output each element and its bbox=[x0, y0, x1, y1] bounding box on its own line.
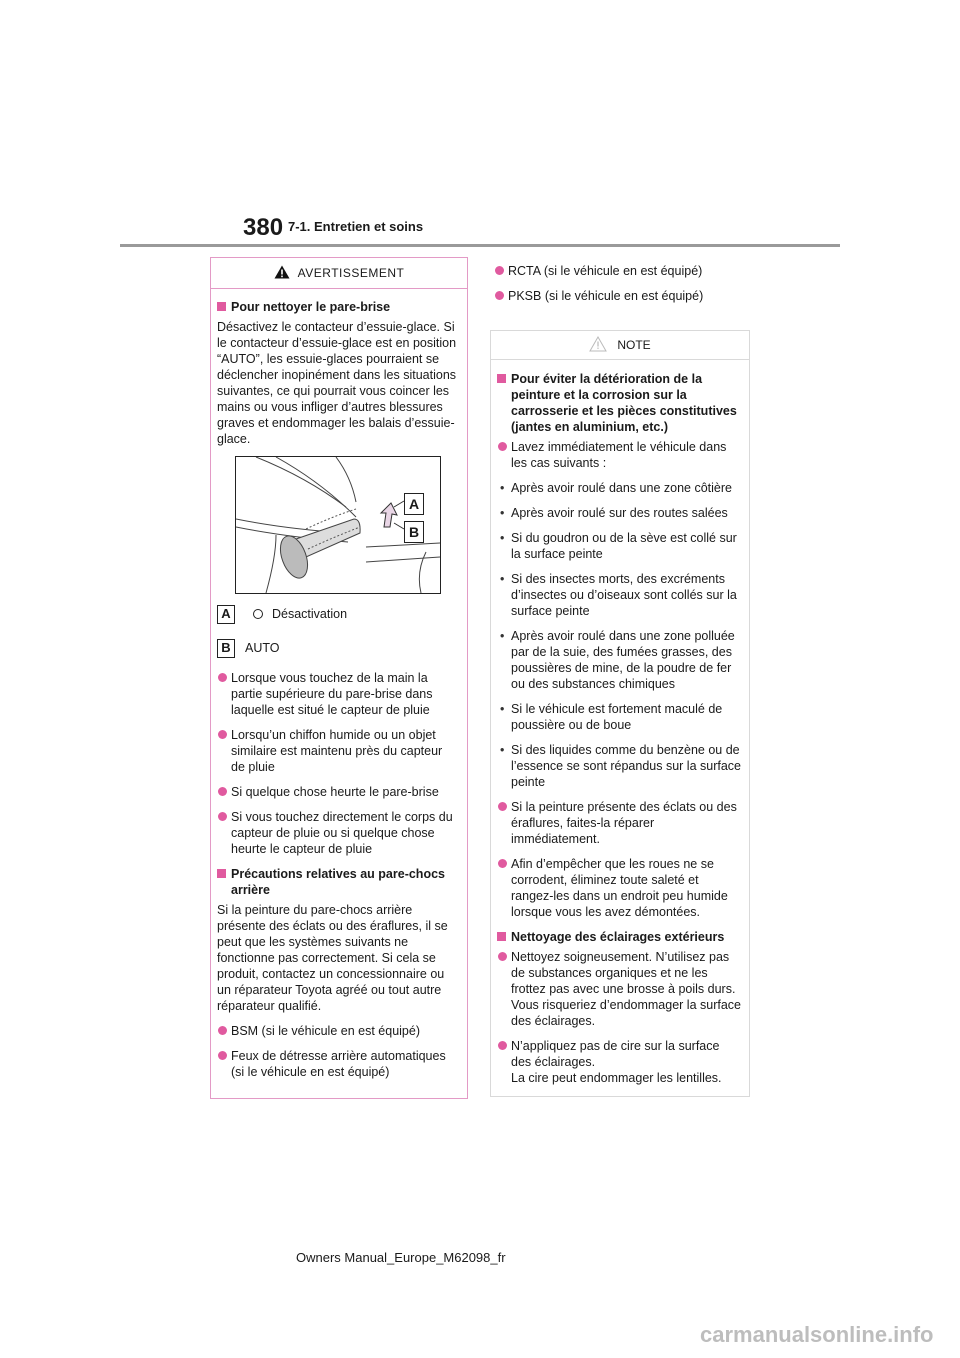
header-divider bbox=[120, 244, 840, 247]
page-number: 380 bbox=[243, 214, 284, 241]
square-bullet-icon bbox=[497, 374, 506, 383]
note-box bbox=[490, 330, 750, 1097]
warning-paragraph-wiper: Désactivez le contacteur d’essuie-glace. Si le contacteur d’essuie-glace est en position “AUTO”, les essuie-glaces pourraient se déclencher inopinément dans les situations suivantes, ce qui pourrait vous coincer les mains ou vous infliger d’autres blessures graves et endommager les balais d’essuie-glace. bbox=[217, 320, 457, 446]
list-item: Afin d’empêcher que les roues ne se corrodent, éliminez toute saleté et rangez-les dans un endroit peu humide lorsque vous les avez démontées. bbox=[497, 856, 741, 920]
sub-list-item: • Après avoir roulé sur des routes salées bbox=[497, 505, 741, 521]
list-item: PKSB (si le véhicule en est équipé) bbox=[494, 288, 750, 304]
legend-text-b: AUTO bbox=[245, 641, 280, 655]
square-bullet-icon bbox=[217, 302, 226, 311]
warning-title: AVERTISSEMENT bbox=[297, 266, 405, 280]
list-item: RCTA (si le véhicule en est équipé) bbox=[494, 263, 750, 279]
legend-row-b bbox=[217, 638, 459, 658]
note-header bbox=[491, 331, 749, 360]
warning-paragraph-bumper: Si la peinture du pare-chocs arrière présente des éclats ou des éraflures, il se peut que les systèmes suivants ne fonctionne pas correctement. Si cela se produit, contactez un concessionnaire ou un réparateur Toyota agréé ou tout autre réparateur qualifié. bbox=[217, 903, 448, 1013]
list-item: BSM (si le véhicule en est équipé) bbox=[217, 1023, 459, 1039]
section-title: 7-1. Entretien et soins bbox=[288, 219, 424, 234]
caution-triangle-icon bbox=[589, 336, 607, 355]
square-bullet-icon bbox=[497, 932, 506, 941]
list-item: Nettoyez soigneusement. N’utilisez pas de substances organiques et ne les frottez pas avec une brosse à poils durs. Vous risqueriez d’endommager la surface des éclairages. bbox=[497, 949, 741, 1029]
sub-list-item: • Si des liquides comme du benzène ou de l’essence se sont répandus sur la surface peinte bbox=[497, 742, 741, 790]
sub-list-item: • Après avoir roulé dans une zone polluée par de la suie, des fumées grasses, des poussières de mine, de la poudre de fer ou des substances chimiques bbox=[497, 628, 741, 692]
note-heading-lights: Nettoyage des éclairages extérieurs bbox=[497, 929, 741, 945]
warning-header bbox=[211, 258, 467, 289]
list-item: Si vous touchez directement le corps du capteur de pluie ou si quelque chose heurte le capteur de pluie bbox=[217, 809, 459, 857]
legend-text-a: Désactivation bbox=[272, 607, 348, 621]
legend-letter-b: B bbox=[217, 639, 235, 658]
sub-list-item: • Si du goudron ou de la sève est collé sur la surface peinte bbox=[497, 530, 741, 562]
warning-box bbox=[210, 257, 468, 1099]
warning-heading-windshield: Pour nettoyer le pare-brise bbox=[217, 299, 459, 315]
footer-text: Owners Manual_Europe_M62098_fr bbox=[296, 1250, 506, 1265]
sub-list-item: • Après avoir roulé dans une zone côtière bbox=[497, 480, 741, 496]
note-title: NOTE bbox=[617, 338, 651, 352]
sub-list-item: • Si le véhicule est fortement maculé de poussière ou de boue bbox=[497, 701, 741, 733]
list-item: N’appliquez pas de cire sur la surface des éclairages. La cire peut endommager les lentilles. bbox=[497, 1038, 741, 1086]
legend-letter-a: A bbox=[217, 605, 235, 624]
callout-label-b: B bbox=[404, 521, 424, 543]
watermark: carmanualsonline.info bbox=[700, 1322, 934, 1347]
continued-list bbox=[494, 263, 750, 313]
wiper-switch-illustration bbox=[235, 456, 441, 594]
list-item: Lorsqu’un chiffon humide ou un objet similaire est maintenu près du capteur de pluie bbox=[217, 727, 459, 775]
square-bullet-icon bbox=[217, 869, 226, 878]
list-item: Lorsque vous touchez de la main la partie supérieure du pare-brise dans laquelle est situé le capteur de pluie bbox=[217, 670, 459, 718]
note-heading-paint: Pour éviter la détérioration de la peinture et la corrosion sur la carrosserie et les pièces constitutives (jantes en aluminium, etc.) bbox=[497, 371, 741, 435]
callout-label-a: A bbox=[404, 493, 424, 515]
list-item: Feux de détresse arrière automatiques (si le véhicule en est équipé) bbox=[217, 1048, 459, 1080]
sub-list-item: • Si des insectes morts, des excréments d’insectes ou d’oiseaux sont collés sur la surface peinte bbox=[497, 571, 741, 619]
off-position-icon bbox=[253, 609, 263, 619]
legend-row-a bbox=[217, 604, 459, 624]
list-item: Si quelque chose heurte le pare-brise bbox=[217, 784, 459, 800]
warning-heading-bumper: Précautions relatives au pare-chocs arrière bbox=[217, 866, 459, 898]
list-item: Si la peinture présente des éclats ou des éraflures, faites-la réparer immédiatement. bbox=[497, 799, 741, 847]
warning-triangle-icon bbox=[274, 265, 290, 282]
list-item: Lavez immédiatement le véhicule dans les cas suivants : bbox=[497, 439, 741, 471]
